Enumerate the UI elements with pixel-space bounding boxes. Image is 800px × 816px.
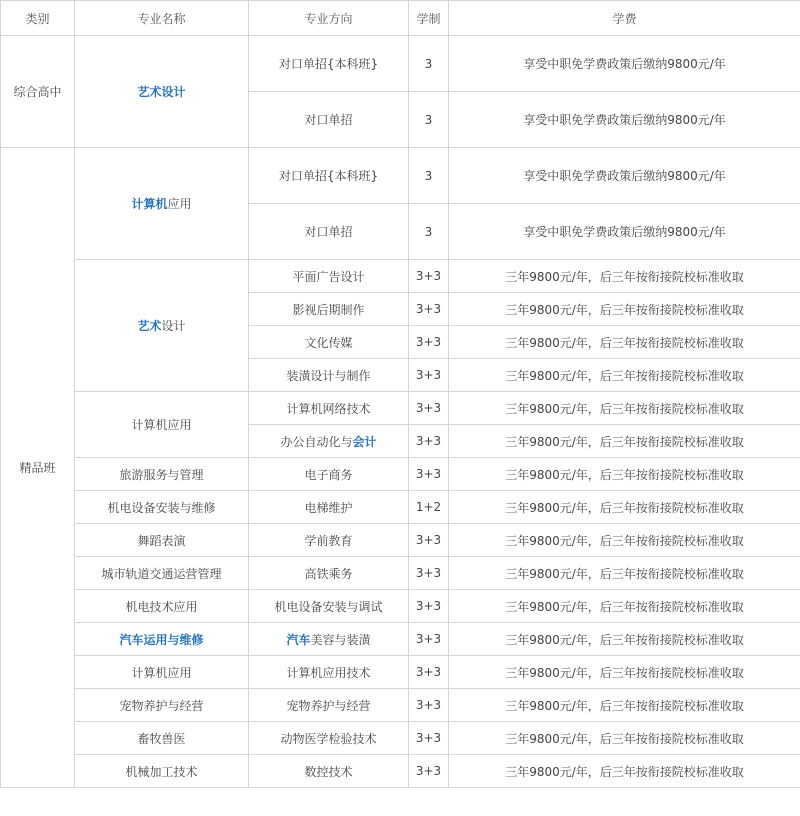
major-text: 设计 (161, 319, 186, 333)
table-row (1, 260, 800, 293)
major-cell: 畜牧兽医 (75, 722, 249, 755)
major-cell: 计算机应用 (75, 392, 249, 458)
years-cell: 3 (409, 36, 449, 92)
years-cell: 3+3 (409, 590, 449, 623)
major-highlight: 计算机 (131, 197, 168, 211)
fee-cell: 三年9800元/年，后三年按衔接院校标准收取 (449, 293, 800, 326)
header-years: 学制 (409, 1, 449, 36)
major-highlight: 艺术设计 (137, 85, 186, 99)
direction-cell: 学前教育 (249, 524, 409, 557)
years-cell: 3+3 (409, 755, 449, 788)
direction-cell: 影视后期制作 (249, 293, 409, 326)
years-cell: 3+3 (409, 458, 449, 491)
years-cell: 3+3 (409, 392, 449, 425)
fee-cell: 享受中职免学费政策后缴纳9800元/年 (449, 204, 800, 260)
major-cell: 计算机应用 (75, 656, 249, 689)
years-cell: 3+3 (409, 293, 449, 326)
direction-text: 办公自动化与 (280, 434, 353, 449)
table-row (1, 656, 800, 689)
direction-cell: 电梯维护 (249, 491, 409, 524)
direction-cell: 平面广告设计 (249, 260, 409, 293)
table-row (1, 524, 800, 557)
major-cell: 机械加工技术 (75, 755, 249, 788)
fee-cell: 三年9800元/年，后三年按衔接院校标准收取 (449, 458, 800, 491)
fee-cell: 享受中职免学费政策后缴纳9800元/年 (449, 36, 800, 92)
years-cell: 3+3 (409, 425, 449, 458)
fee-cell: 三年9800元/年，后三年按衔接院校标准收取 (449, 524, 800, 557)
direction-cell: 动物医学检验技术 (249, 722, 409, 755)
fee-cell: 三年9800元/年，后三年按衔接院校标准收取 (449, 623, 800, 656)
major-cell: 汽车运用与维修 (75, 623, 249, 656)
direction-cell (249, 623, 409, 656)
fee-cell: 三年9800元/年，后三年按衔接院校标准收取 (449, 260, 800, 293)
header-fee: 学费 (449, 1, 800, 36)
major-cell: 舞蹈表演 (75, 524, 249, 557)
direction-cell: 装潢设计与制作 (249, 359, 409, 392)
major-cell (75, 36, 249, 148)
category-cell: 综合高中 (1, 36, 75, 148)
fee-cell: 三年9800元/年，后三年按衔接院校标准收取 (449, 689, 800, 722)
fee-cell: 享受中职免学费政策后缴纳9800元/年 (449, 148, 800, 204)
major-text: 应用 (167, 197, 192, 211)
direction-cell: 高铁乘务 (249, 557, 409, 590)
fee-cell: 三年9800元/年，后三年按衔接院校标准收取 (449, 425, 800, 458)
table-row (1, 491, 800, 524)
years-cell: 3 (409, 148, 449, 204)
years-cell: 1+2 (409, 491, 449, 524)
fee-cell: 三年9800元/年，后三年按衔接院校标准收取 (449, 326, 800, 359)
direction-cell: 电子商务 (249, 458, 409, 491)
header-major: 专业名称 (75, 1, 249, 36)
fee-cell: 三年9800元/年，后三年按衔接院校标准收取 (449, 656, 800, 689)
table-row (1, 36, 800, 92)
direction-cell: 文化传媒 (249, 326, 409, 359)
major-cell: 机电设备安装与维修 (75, 491, 249, 524)
direction-cell: 对口单招 (249, 204, 409, 260)
fee-cell: 三年9800元/年，后三年按衔接院校标准收取 (449, 755, 800, 788)
years-cell: 3+3 (409, 656, 449, 689)
table-row (1, 755, 800, 788)
major-cell (75, 260, 249, 392)
category-cell: 精品班 (1, 148, 75, 788)
major-cell: 机电技术应用 (75, 590, 249, 623)
fee-cell: 三年9800元/年，后三年按衔接院校标准收取 (449, 722, 800, 755)
years-cell: 3+3 (409, 623, 449, 656)
years-cell: 3+3 (409, 524, 449, 557)
direction-cell: 对口单招{本科班} (249, 148, 409, 204)
direction-cell: 数控技术 (249, 755, 409, 788)
years-cell: 3+3 (409, 260, 449, 293)
years-cell: 3+3 (409, 689, 449, 722)
major-highlight: 艺术 (137, 319, 162, 333)
direction-cell: 对口单招 (249, 92, 409, 148)
table-row (1, 590, 800, 623)
direction-cell: 宠物养护与经营 (249, 689, 409, 722)
table-row (1, 689, 800, 722)
years-cell: 3+3 (409, 722, 449, 755)
major-cell (75, 148, 249, 260)
direction-cell: 对口单招{本科班} (249, 36, 409, 92)
direction-cell: 计算机应用技术 (249, 656, 409, 689)
direction-cell: 计算机网络技术 (249, 392, 409, 425)
direction-cell: 机电设备安装与调试 (249, 590, 409, 623)
years-cell: 3+3 (409, 557, 449, 590)
direction-cell (249, 425, 409, 458)
fee-cell: 三年9800元/年，后三年按衔接院校标准收取 (449, 557, 800, 590)
fee-cell: 三年9800元/年，后三年按衔接院校标准收取 (449, 392, 800, 425)
table-row (1, 722, 800, 755)
header-category: 类别 (1, 1, 75, 36)
years-cell: 3+3 (409, 359, 449, 392)
direction-text: 美容与装潢 (310, 632, 371, 647)
years-cell: 3 (409, 92, 449, 148)
fee-cell: 三年9800元/年，后三年按衔接院校标准收取 (449, 491, 800, 524)
table-row (1, 458, 800, 491)
table-row (1, 623, 800, 656)
table-row (1, 557, 800, 590)
years-cell: 3+3 (409, 326, 449, 359)
header-row (1, 1, 800, 36)
direction-highlight: 汽车 (286, 632, 311, 647)
years-cell: 3 (409, 204, 449, 260)
major-cell: 城市轨道交通运营管理 (75, 557, 249, 590)
fee-cell: 三年9800元/年，后三年按衔接院校标准收取 (449, 359, 800, 392)
header-direction: 专业方向 (249, 1, 409, 36)
major-cell: 宠物养护与经营 (75, 689, 249, 722)
table-row (1, 392, 800, 425)
major-cell: 旅游服务与管理 (75, 458, 249, 491)
table-row (1, 148, 800, 204)
fee-cell: 享受中职免学费政策后缴纳9800元/年 (449, 92, 800, 148)
fee-cell: 三年9800元/年，后三年按衔接院校标准收取 (449, 590, 800, 623)
direction-highlight: 会计 (352, 434, 377, 449)
